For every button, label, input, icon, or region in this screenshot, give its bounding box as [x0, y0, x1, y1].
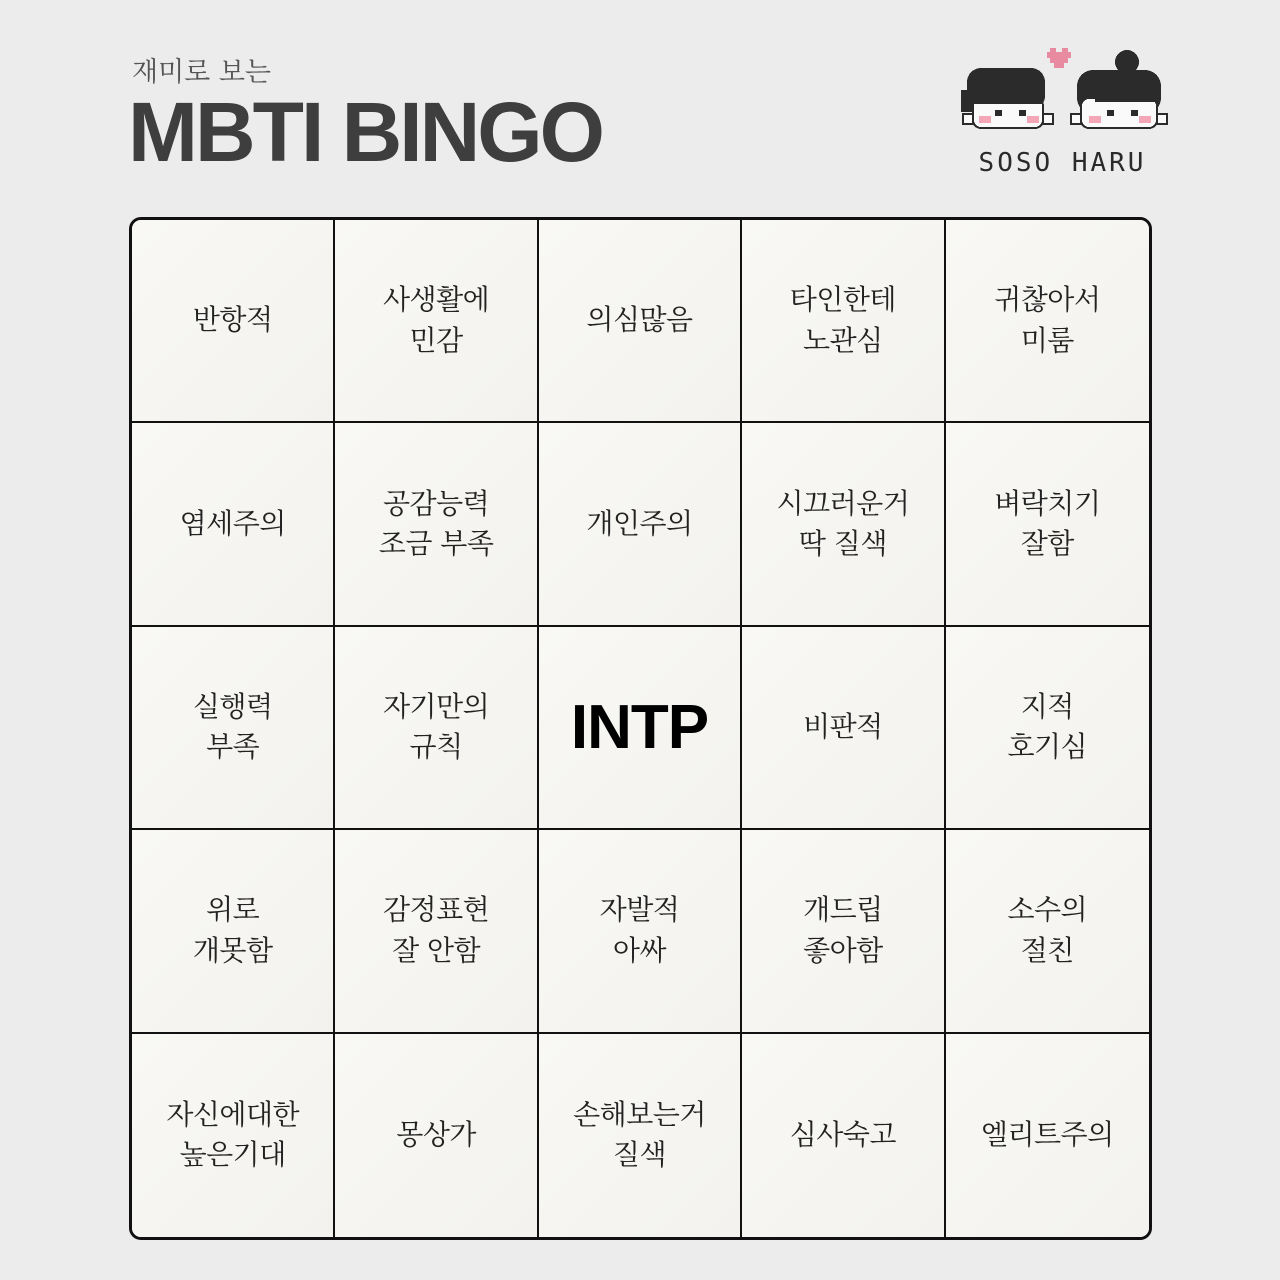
bingo-cell-label: 개인주의: [586, 506, 693, 540]
bingo-cell-label: 자신에대한 높은기대: [166, 1097, 300, 1172]
bingo-cell[interactable]: [946, 220, 1149, 423]
bingo-cell[interactable]: [742, 627, 945, 830]
logo: [955, 40, 1170, 190]
bingo-cell[interactable]: [539, 830, 742, 1033]
bingo-cell-label: 지적 호기심: [1007, 689, 1088, 764]
bingo-cell-label: 벼락치기 잘함: [994, 486, 1101, 561]
bingo-cell[interactable]: [132, 627, 335, 830]
bingo-cell-label: 염세주의: [179, 506, 286, 540]
bingo-cell[interactable]: [946, 830, 1149, 1033]
girl-character-icon: [1071, 50, 1167, 128]
bingo-cell[interactable]: [742, 423, 945, 626]
bingo-center-cell[interactable]: [539, 627, 742, 830]
bingo-cell[interactable]: [742, 830, 945, 1033]
bingo-cell-label: INTP: [570, 692, 709, 762]
bingo-cell-label: 시끄러운거 딱 질색: [776, 486, 910, 561]
bingo-cell[interactable]: [742, 1034, 945, 1237]
bingo-cell[interactable]: [335, 830, 538, 1033]
bingo-cell-label: 공감능력 조금 부족: [378, 486, 494, 561]
bingo-cell[interactable]: [132, 220, 335, 423]
bingo-cell[interactable]: [335, 423, 538, 626]
bingo-cell[interactable]: [742, 220, 945, 423]
bingo-cell-label: 비판적: [803, 710, 883, 744]
bingo-cell[interactable]: [539, 423, 742, 626]
bingo-cell-label: 몽상가: [396, 1117, 476, 1151]
bingo-cell-label: 위로 개못함: [192, 893, 273, 967]
bingo-board: [129, 217, 1152, 1240]
heart-icon: [1047, 48, 1071, 68]
bingo-cell[interactable]: [946, 423, 1149, 626]
bingo-cell[interactable]: [539, 220, 742, 423]
bingo-cell[interactable]: [335, 220, 538, 423]
bingo-cell-label: 엘리트주의: [980, 1117, 1114, 1151]
bingo-cell-label: 사생활에 민감: [382, 283, 490, 357]
boy-character-icon: [961, 68, 1053, 128]
bingo-cell-label: 심사숙고: [789, 1117, 896, 1151]
bingo-cell[interactable]: [946, 627, 1149, 830]
bingo-cell[interactable]: [335, 627, 538, 830]
logo-text: SOSO HARU: [978, 148, 1147, 178]
bingo-cell[interactable]: [539, 1034, 742, 1237]
bingo-cell[interactable]: [132, 423, 335, 626]
subtitle: 재미로 보는: [132, 57, 271, 88]
bingo-cell-label: 실행력 부족: [192, 689, 273, 764]
bingo-cell-label: 타인한테 노관심: [789, 283, 896, 357]
bingo-cell-label: 자발적 아싸: [599, 893, 680, 967]
bingo-cell-label: 손해보는거 질색: [573, 1097, 706, 1172]
bingo-cell-label: 감정표현 잘 안함: [382, 893, 490, 967]
bingo-cell-label: 소수의 절친: [1007, 893, 1088, 967]
page-title: MBTI BINGO: [128, 85, 602, 179]
logo-characters-icon: [955, 40, 1170, 140]
bingo-cell-label: 의심많음: [586, 303, 693, 337]
bingo-cell[interactable]: [335, 1034, 538, 1237]
bingo-cell[interactable]: [132, 1034, 335, 1237]
bingo-cell[interactable]: [946, 1034, 1149, 1237]
bingo-cell-label: 자기만의 규칙: [382, 689, 490, 764]
bingo-cell-label: 귀찮아서 미룸: [994, 283, 1101, 357]
bingo-cell-label: 반항적: [192, 303, 273, 337]
bingo-cell[interactable]: [132, 830, 335, 1033]
bingo-cell-label: 개드립 좋아함: [803, 893, 883, 967]
